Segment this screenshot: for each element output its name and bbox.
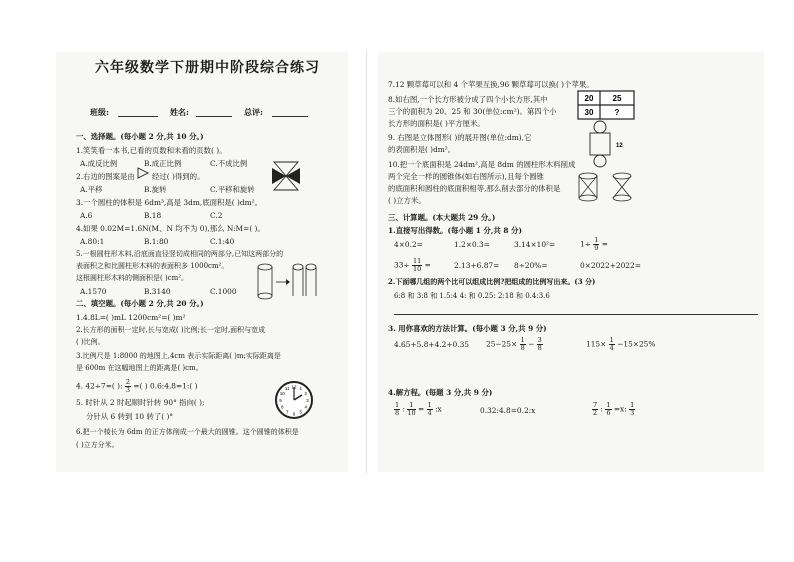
q2-1-text: 1.4.8L=( )mL 1200cm²=( )m² (76, 313, 186, 322)
q2-4-part-b: =( ) 0.6:4.8=1:( ) (133, 381, 198, 391)
area-grid-figure (578, 91, 634, 119)
q2-3-line2: 是 600m 在这幅地图上的距离是( )cm。 (76, 364, 203, 372)
q1-4-option-c[interactable]: C.1:40 (210, 237, 235, 246)
q1-3-option-b[interactable]: B.18 (144, 211, 162, 220)
q2-2-line1: 2.长方形的面积一定时,长与宽成( )比例;长一定时,面积与宽成 (76, 326, 266, 334)
pinwheel-figure (272, 160, 300, 192)
q1-3-option-c[interactable]: C.2 (210, 211, 223, 220)
q2-8-line1: 8.如右图,一个长方形被分成了四个小长方形,其中 (388, 95, 548, 104)
section3-part3-heading: 3. 用你喜欢的方法计算。(每小题 3 分,共 9 分) (388, 324, 547, 333)
class-label: 班级: (90, 107, 109, 117)
grid-cell-20: 20 (584, 94, 594, 103)
calc-item-8: 0×2022+2022= (580, 261, 641, 270)
grid-cell-unknown: ? (614, 108, 620, 117)
grid-cell-30: 30 (584, 108, 594, 117)
section3-part4-heading: 4.解方程。(每题 3 分,共 9 分) (388, 388, 493, 397)
section3-heading: 三、计算题。(本大题共 29 分。) (388, 213, 496, 222)
q1-3-option-a[interactable]: A.6 (80, 211, 93, 220)
clock-number: 1 (299, 386, 303, 392)
q2-10-line4: ( )立方米。 (388, 196, 426, 205)
q1-5-option-c[interactable]: C.1000 (210, 287, 237, 296)
section3-part1-heading: 1.直接写出得数。(每小题 1 分,共 8 分) (388, 226, 522, 235)
q2-9-line1: 9. 右图是立体图形( )的展开图(单位:dm),它 (388, 133, 532, 142)
equation-1: $\frac{1}{8}$ : $\frac{1}{10}$ = $\frac{1}{4}$ :x (395, 401, 442, 417)
name-blank[interactable] (196, 116, 232, 117)
clock-number: 3 (306, 397, 309, 403)
calc-expr-3: 115× $\frac{1}{4}$ −15×25% (586, 336, 656, 352)
q2-7-text: 7.12 颗草莓可以和 4 个苹果互换,96 颗草莓可以换( )个苹果。 (388, 80, 594, 89)
worksheet-title: 六年级数学下册期中阶段综合练习 (95, 60, 320, 76)
calc-item-3: 3.14×10²= (514, 240, 556, 249)
score-blank[interactable] (272, 116, 308, 117)
q1-2-text-lead: 2.右边的图案是由 (76, 172, 135, 181)
calc-item-2: 1.2×0.3= (454, 240, 490, 249)
q1-1-option-c[interactable]: C.不成比例 (210, 159, 248, 168)
cylinder-cone-figure (576, 172, 636, 202)
q2-3-line1: 3.比例尺是 1:8000 的地图上,4cm 表示实际距离( )m;实际距离是 (76, 352, 281, 360)
clock-number: 5 (299, 409, 303, 415)
clock-number: 10 (279, 391, 285, 396)
q2-4-part-a: 4. 42÷7=( ): (76, 381, 123, 391)
q1-4-option-b[interactable]: B.1:80 (144, 237, 169, 246)
section1-heading: 一、选择题。(每小题 2 分,共 10 分。) (76, 132, 204, 141)
q1-1-option-b[interactable]: B.成正比例 (144, 159, 182, 168)
q2-4-text (76, 379, 198, 394)
q1-4-text: 4.如果 0.02M=1.6N(M、N 均不为 0),那么 N:M=( )。 (76, 224, 265, 233)
q2-10-line1: 10.把一个底面积是 24dm²,高是 8dm 的圆柱形木料削成 (388, 160, 576, 169)
ratio-groups: 6:8 和 3:8 和 1.5:4 4: 和 0.25: 2:18 和 0.4:3.6 (394, 292, 550, 300)
q1-5-option-a[interactable]: A.1570 (80, 287, 107, 296)
q2-6-line1: 6.把一个棱长为 6dm 的正方体削成一个最大的圆锥。这个圆锥的体积是 (76, 428, 299, 436)
q2-10-line2: 两个完全一样的圆锥体(如右图所示),且每个圆锥 (388, 172, 544, 181)
q2-9-line2: 的表面积是( )dm²。 (388, 145, 456, 154)
clock-number: 12 (291, 384, 297, 390)
clock-number: 11 (284, 386, 290, 392)
q1-1-text: 1.笑笑看一本书,已看的页数和未看的页数( )。 (76, 146, 227, 155)
name-label: 姓名: (170, 107, 189, 117)
q1-2-option-b[interactable]: B.旋转 (144, 185, 167, 194)
q1-3-text: 3.一个圆柱的体积是 6dm³,高是 3dm,底面积是( )dm²。 (76, 198, 262, 207)
equation-3: $\frac{7}{2}$ : $\frac{1}{6}$ =x: $\frac{1}{3}$ (593, 401, 635, 417)
grid-cell-25: 25 (612, 94, 622, 103)
clock-number: 8 (281, 404, 284, 410)
q1-5-line1: 5.一根圆柱形木料,沿底面直径竖切成相同的两部分,已知这两部分的 (76, 250, 284, 258)
section2-heading: 二、填空题。(每小题 2 分,共 20 分。) (76, 299, 204, 308)
q1-2-option-a[interactable]: A.平移 (80, 185, 103, 194)
calc-item-6: 2.13+6.87= (454, 261, 500, 270)
net-height-label: 12 (616, 143, 623, 149)
clock-number: 4 (304, 404, 307, 410)
q1-1-option-a[interactable]: A.成反比例 (80, 159, 118, 168)
q2-8-line2: 三个的面积为 20、25 和 30(单位:cm²)。第四个小 (388, 107, 557, 116)
clock-number: 7 (286, 409, 289, 415)
clock-number: 9 (279, 397, 282, 403)
q1-2-text-tail: 经过( )得到的。 (152, 172, 205, 181)
q1-5-line2: 表面积之和比圆柱形木料的表面积多 1000cm²。 (76, 262, 229, 270)
q2-5-line2: 分针从 6 转到 10 转了( )° (86, 412, 174, 421)
q1-4-option-a[interactable]: A.80:1 (80, 237, 105, 246)
calc-item-4: 1÷ $\frac{1}{9}$ = (580, 236, 608, 252)
q2-2-line2: ( )比例。 (76, 338, 105, 346)
equation-2: 0.32:4.8=0.2:x (480, 406, 536, 415)
class-blank[interactable] (118, 116, 158, 117)
calc-item-1: 4×0.2= (394, 240, 423, 249)
clock-face-figure (274, 380, 314, 420)
page-fold (366, 50, 367, 474)
clock-number: 6 (292, 411, 296, 417)
q2-4-fraction: $\frac{2}{3}$ (125, 378, 130, 394)
calc-expr-1: 4.65+5.8+4.2+0.35 (394, 340, 469, 349)
q2-8-line3: 长方形的面积是( )平方厘米。 (388, 119, 485, 128)
score-label: 总评: (244, 107, 263, 117)
clock-number: 2 (304, 391, 307, 397)
section3-part2-heading: 2.下面哪几组的两个比可以组成比例?把组成的比例写出来。(3 分) (388, 277, 596, 286)
calc-item-7: 8÷20%= (514, 261, 548, 270)
cylinder-cut-figure (256, 262, 318, 302)
small-triangle-figure (136, 166, 150, 180)
q1-5-line3: 这根圆柱形木料的侧面积是( )cm²。 (76, 274, 189, 282)
q1-5-option-b[interactable]: B.3140 (144, 287, 171, 296)
cylinder-net-figure (588, 120, 628, 168)
q2-6-line2: ( )立方分米。 (76, 441, 119, 449)
q1-2-option-c[interactable]: C.平移和旋转 (210, 185, 255, 194)
calc-expr-2: 25−25× $\frac{1}{8}$ − $\frac{3}{8}$ (486, 336, 542, 352)
q2-5-line1: 5. 时针从 2 时起顺时针转 90° 指向( ); (76, 398, 205, 407)
calc-item-5: 33÷ $\frac{11}{10}$ = (394, 257, 431, 273)
q2-10-line3: 的底面积和圆柱的底面积相等,那么削去部分的体积是 (388, 184, 561, 193)
ratio-answer-line[interactable] (394, 314, 758, 315)
